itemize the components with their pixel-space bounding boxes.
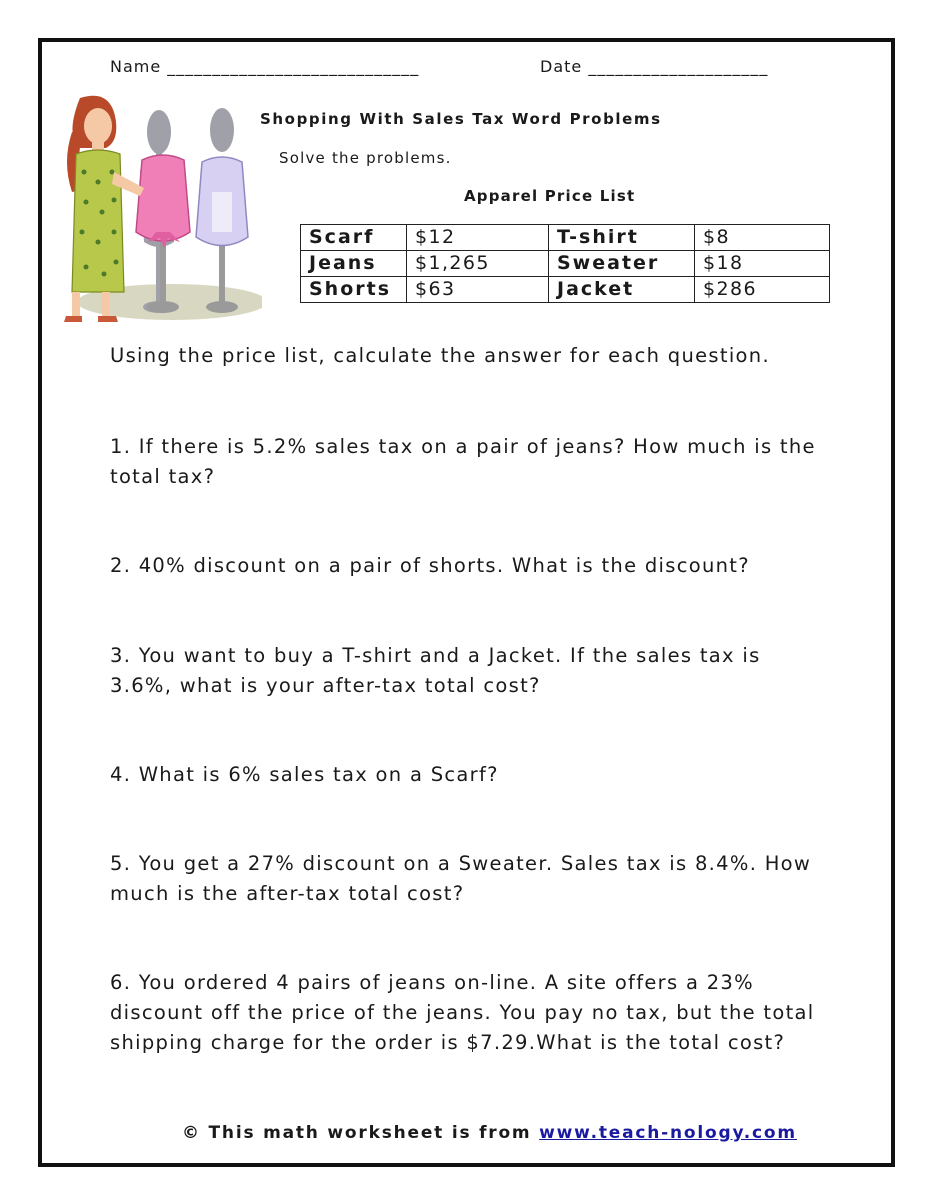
question-1: 1. If there is 5.2% sales tax on a pair of jeans? How much is the total tax? — [110, 435, 816, 488]
price-list-table — [300, 224, 830, 303]
worksheet-title: Shopping With Sales Tax Word Problems — [260, 110, 662, 128]
question-4: 4. What is 6% sales tax on a Scarf? — [110, 763, 499, 786]
item-price: $12 — [407, 225, 549, 251]
item-price: $8 — [695, 225, 830, 251]
item-name: Shorts — [301, 277, 407, 303]
table-row — [301, 225, 830, 251]
item-price: $18 — [695, 251, 830, 277]
name-field: Name ____________________________ — [110, 57, 420, 76]
question-6: 6. You ordered 4 pairs of jeans on-line. A site offers a 23% discount off the price of the jeans. You pay no tax, but the total shipping charge for the order is $7.29.What is the total cost? — [110, 971, 815, 1054]
shopkeeper-mannequins-illustration — [52, 92, 262, 332]
date-field: Date ____________________ — [540, 57, 769, 76]
item-name: Sweater — [549, 251, 695, 277]
table-row — [301, 251, 830, 277]
price-list-title: Apparel Price List — [464, 187, 636, 205]
item-name: Jeans — [301, 251, 407, 277]
item-name: Jacket — [549, 277, 695, 303]
item-name: T-shirt — [549, 225, 695, 251]
worksheet-subtitle: Solve the problems. — [279, 149, 452, 167]
item-name: Scarf — [301, 225, 407, 251]
question-5: 5. You get a 27% discount on a Sweater. Sales tax is 8.4%. How much is the after-tax total cost? — [110, 852, 812, 905]
footer-prefix: © This math worksheet is from — [182, 1123, 540, 1143]
table-row — [301, 277, 830, 303]
instruction-text: Using the price list, calculate the answer for each question. — [110, 344, 770, 367]
item-price: $63 — [407, 277, 549, 303]
question-2: 2. 40% discount on a pair of shorts. What is the discount? — [110, 554, 750, 577]
item-price: $1,265 — [407, 251, 549, 277]
footer-credit — [182, 1123, 797, 1143]
teach-nology-link[interactable]: www.teach-nology.com — [539, 1123, 797, 1143]
lavender-dress-mannequin — [196, 108, 248, 313]
question-3: 3. You want to buy a T-shirt and a Jacket. If the sales tax is 3.6%, what is your after-tax total cost? — [110, 644, 761, 697]
item-price: $286 — [695, 277, 830, 303]
